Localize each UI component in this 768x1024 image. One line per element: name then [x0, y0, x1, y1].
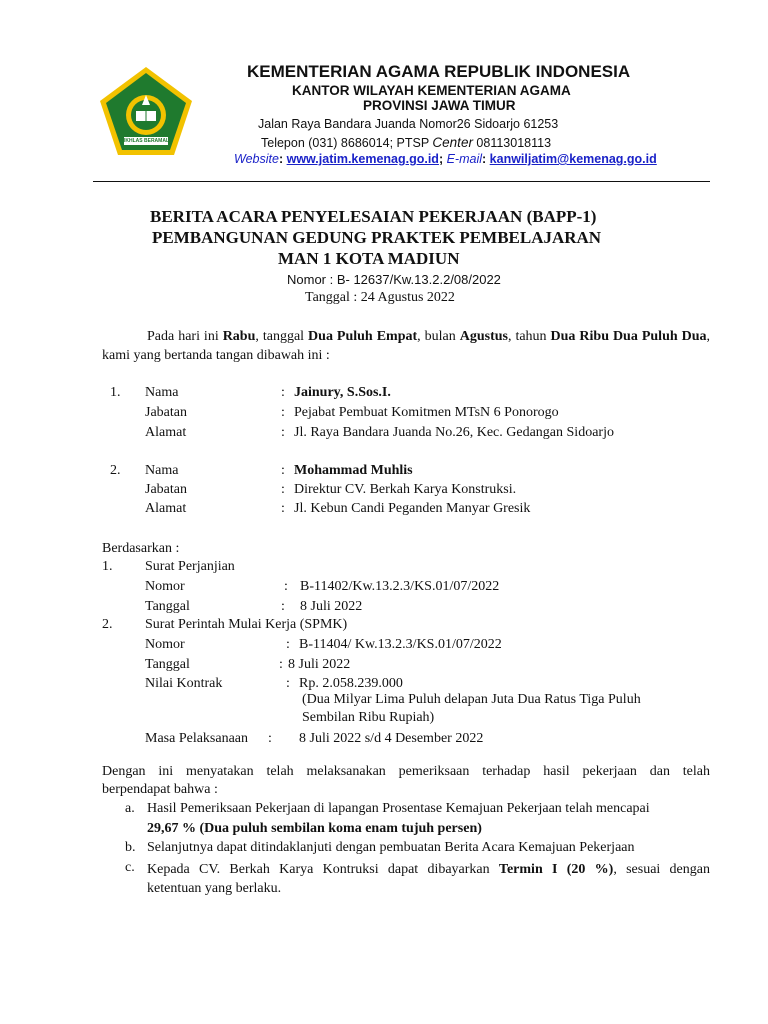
- doc-title-line2: PEMBANGUNAN GEDUNG PRAKTEK PEMBELAJARAN: [152, 228, 602, 247]
- point-b-label: b.: [125, 840, 136, 855]
- party2-address: Jl. Kebun Candi Peganden Manyar Gresik: [294, 501, 531, 516]
- party1-position: Pejabat Pembuat Komitmen MTsN 6 Ponorogo: [294, 405, 559, 420]
- office-name: KANTOR WILAYAH KEMENTERIAN AGAMA: [292, 83, 571, 98]
- party2-name-label: Nama: [145, 463, 179, 478]
- basis1-nomor: B-11402/Kw.13.2.3/KS.01/07/2022: [300, 579, 500, 594]
- party1-name: Jainury, S.Sos.I.: [294, 385, 391, 400]
- email-label: E-mail: [446, 152, 483, 166]
- point-b-text: Selanjutnya dapat ditindaklanjuti dengan pembuatan Berita Acara Kemajuan Pekerjaan: [147, 840, 635, 855]
- basis1-date: 8 Juli 2022: [300, 599, 363, 614]
- basis-heading: Berdasarkan :: [102, 541, 180, 556]
- basis1-title: Surat Perjanjian: [145, 559, 235, 574]
- party1-number: 1.: [110, 385, 121, 400]
- basis2-nomor: B-11404/ Kw.13.2.3/KS.01/07/2022: [299, 637, 502, 652]
- basis2-value-words2: Sembilan Ribu Rupiah): [302, 710, 435, 725]
- point-a-bold: 29,67 % (Dua puluh sembilan koma enam tujuh persen): [147, 821, 482, 836]
- party2-position-label: Jabatan: [145, 482, 187, 497]
- doc-title-line3: MAN 1 KOTA MADIUN: [278, 249, 460, 268]
- point-a-text: Hasil Pemeriksaan Pekerjaan di lapangan Prosentase Kemajuan Pekerjaan telah mencapai: [147, 801, 650, 816]
- website-link[interactable]: www.jatim.kemenag.go.id: [286, 152, 439, 166]
- doc-number: Nomor : B- 12637/Kw.13.2.2/08/2022: [287, 272, 501, 287]
- party2-number: 2.: [110, 463, 121, 478]
- basis1-nomor-label: Nomor: [145, 579, 185, 594]
- website-label: Website: [234, 152, 279, 166]
- basis1-date-label: Tanggal: [145, 599, 190, 614]
- office-web: Website: www.jatim.kemenag.go.id; E-mail: kanwiljatim@kemenag.go.id: [234, 152, 657, 166]
- basis2-date: 8 Juli 2022: [288, 657, 351, 672]
- basis2-nomor-label: Nomor: [145, 637, 185, 652]
- basis1-number: 1.: [102, 559, 113, 574]
- basis2-value-label: Nilai Kontrak: [145, 676, 223, 691]
- party1-address: Jl. Raya Bandara Juanda No.26, Kec. Gedangan Sidoarjo: [294, 425, 614, 440]
- basis2-title: Surat Perintah Mulai Kerja (SPMK): [145, 617, 348, 632]
- point-c-label: c.: [125, 860, 135, 875]
- office-address: Jalan Raya Bandara Juanda Nomor26 Sidoarjo 61253: [258, 117, 559, 131]
- province-name: PROVINSI JAWA TIMUR: [363, 98, 516, 113]
- basis2-value: Rp. 2.058.239.000: [299, 676, 403, 691]
- email-link[interactable]: kanwiljatim@kemenag.go.id: [489, 152, 657, 166]
- doc-date: Tanggal : 24 Agustus 2022: [305, 290, 455, 305]
- party2-name: Mohammad Muhlis: [294, 463, 413, 478]
- ministry-logo: [98, 65, 194, 157]
- center-label: Center: [432, 135, 473, 150]
- intro-paragraph: Pada hari ini Rabu, tanggal Dua Puluh Empat, bulan Agustus, tahun Dua Ribu Dua Puluh Dua, kami yang bertanda tangan dibawah ini :: [102, 329, 711, 363]
- party2-address-label: Alamat: [145, 501, 187, 516]
- statement-paragraph: Dengan ini menyatakan telah melaksanakan pemeriksaan terhadap hasil pekerjaan dan telah berpendapat bahwa :: [102, 764, 710, 797]
- doc-title-line1: BERITA ACARA PENYELESAIAN PEKERJAAN (BAPP-1): [150, 207, 597, 226]
- basis2-duration: 8 Juli 2022 s/d 4 Desember 2022: [299, 731, 484, 746]
- party1-address-label: Alamat: [145, 425, 187, 440]
- basis2-date-label: Tanggal: [145, 657, 190, 672]
- party1-position-label: Jabatan: [145, 405, 187, 420]
- ministry-name: KEMENTERIAN AGAMA REPUBLIK INDONESIA: [247, 62, 631, 81]
- letterhead-divider: [93, 181, 710, 182]
- basis2-duration-label: Masa Pelaksanaan: [145, 731, 249, 746]
- party2-position: Direktur CV. Berkah Karya Konstruksi.: [294, 482, 517, 497]
- party1-name-label: Nama: [145, 385, 179, 400]
- phone-text: Telepon (031) 8686014; PTSP: [261, 136, 433, 150]
- basis2-number: 2.: [102, 617, 113, 632]
- point-c-text: Kepada CV. Berkah Karya Kontruksi dapat dibayarkan Termin I (20 %), sesuai dengan ketentuan yang berlaku.: [147, 862, 710, 896]
- logo-motto: IKHLAS BERAMAL: [124, 138, 169, 144]
- point-a-label: a.: [125, 801, 135, 816]
- basis2-value-words1: (Dua Milyar Lima Puluh delapan Juta Dua Ratus Tiga Puluh: [302, 692, 641, 707]
- center-number: 08113018113: [472, 136, 552, 150]
- office-phone: [261, 135, 551, 150]
